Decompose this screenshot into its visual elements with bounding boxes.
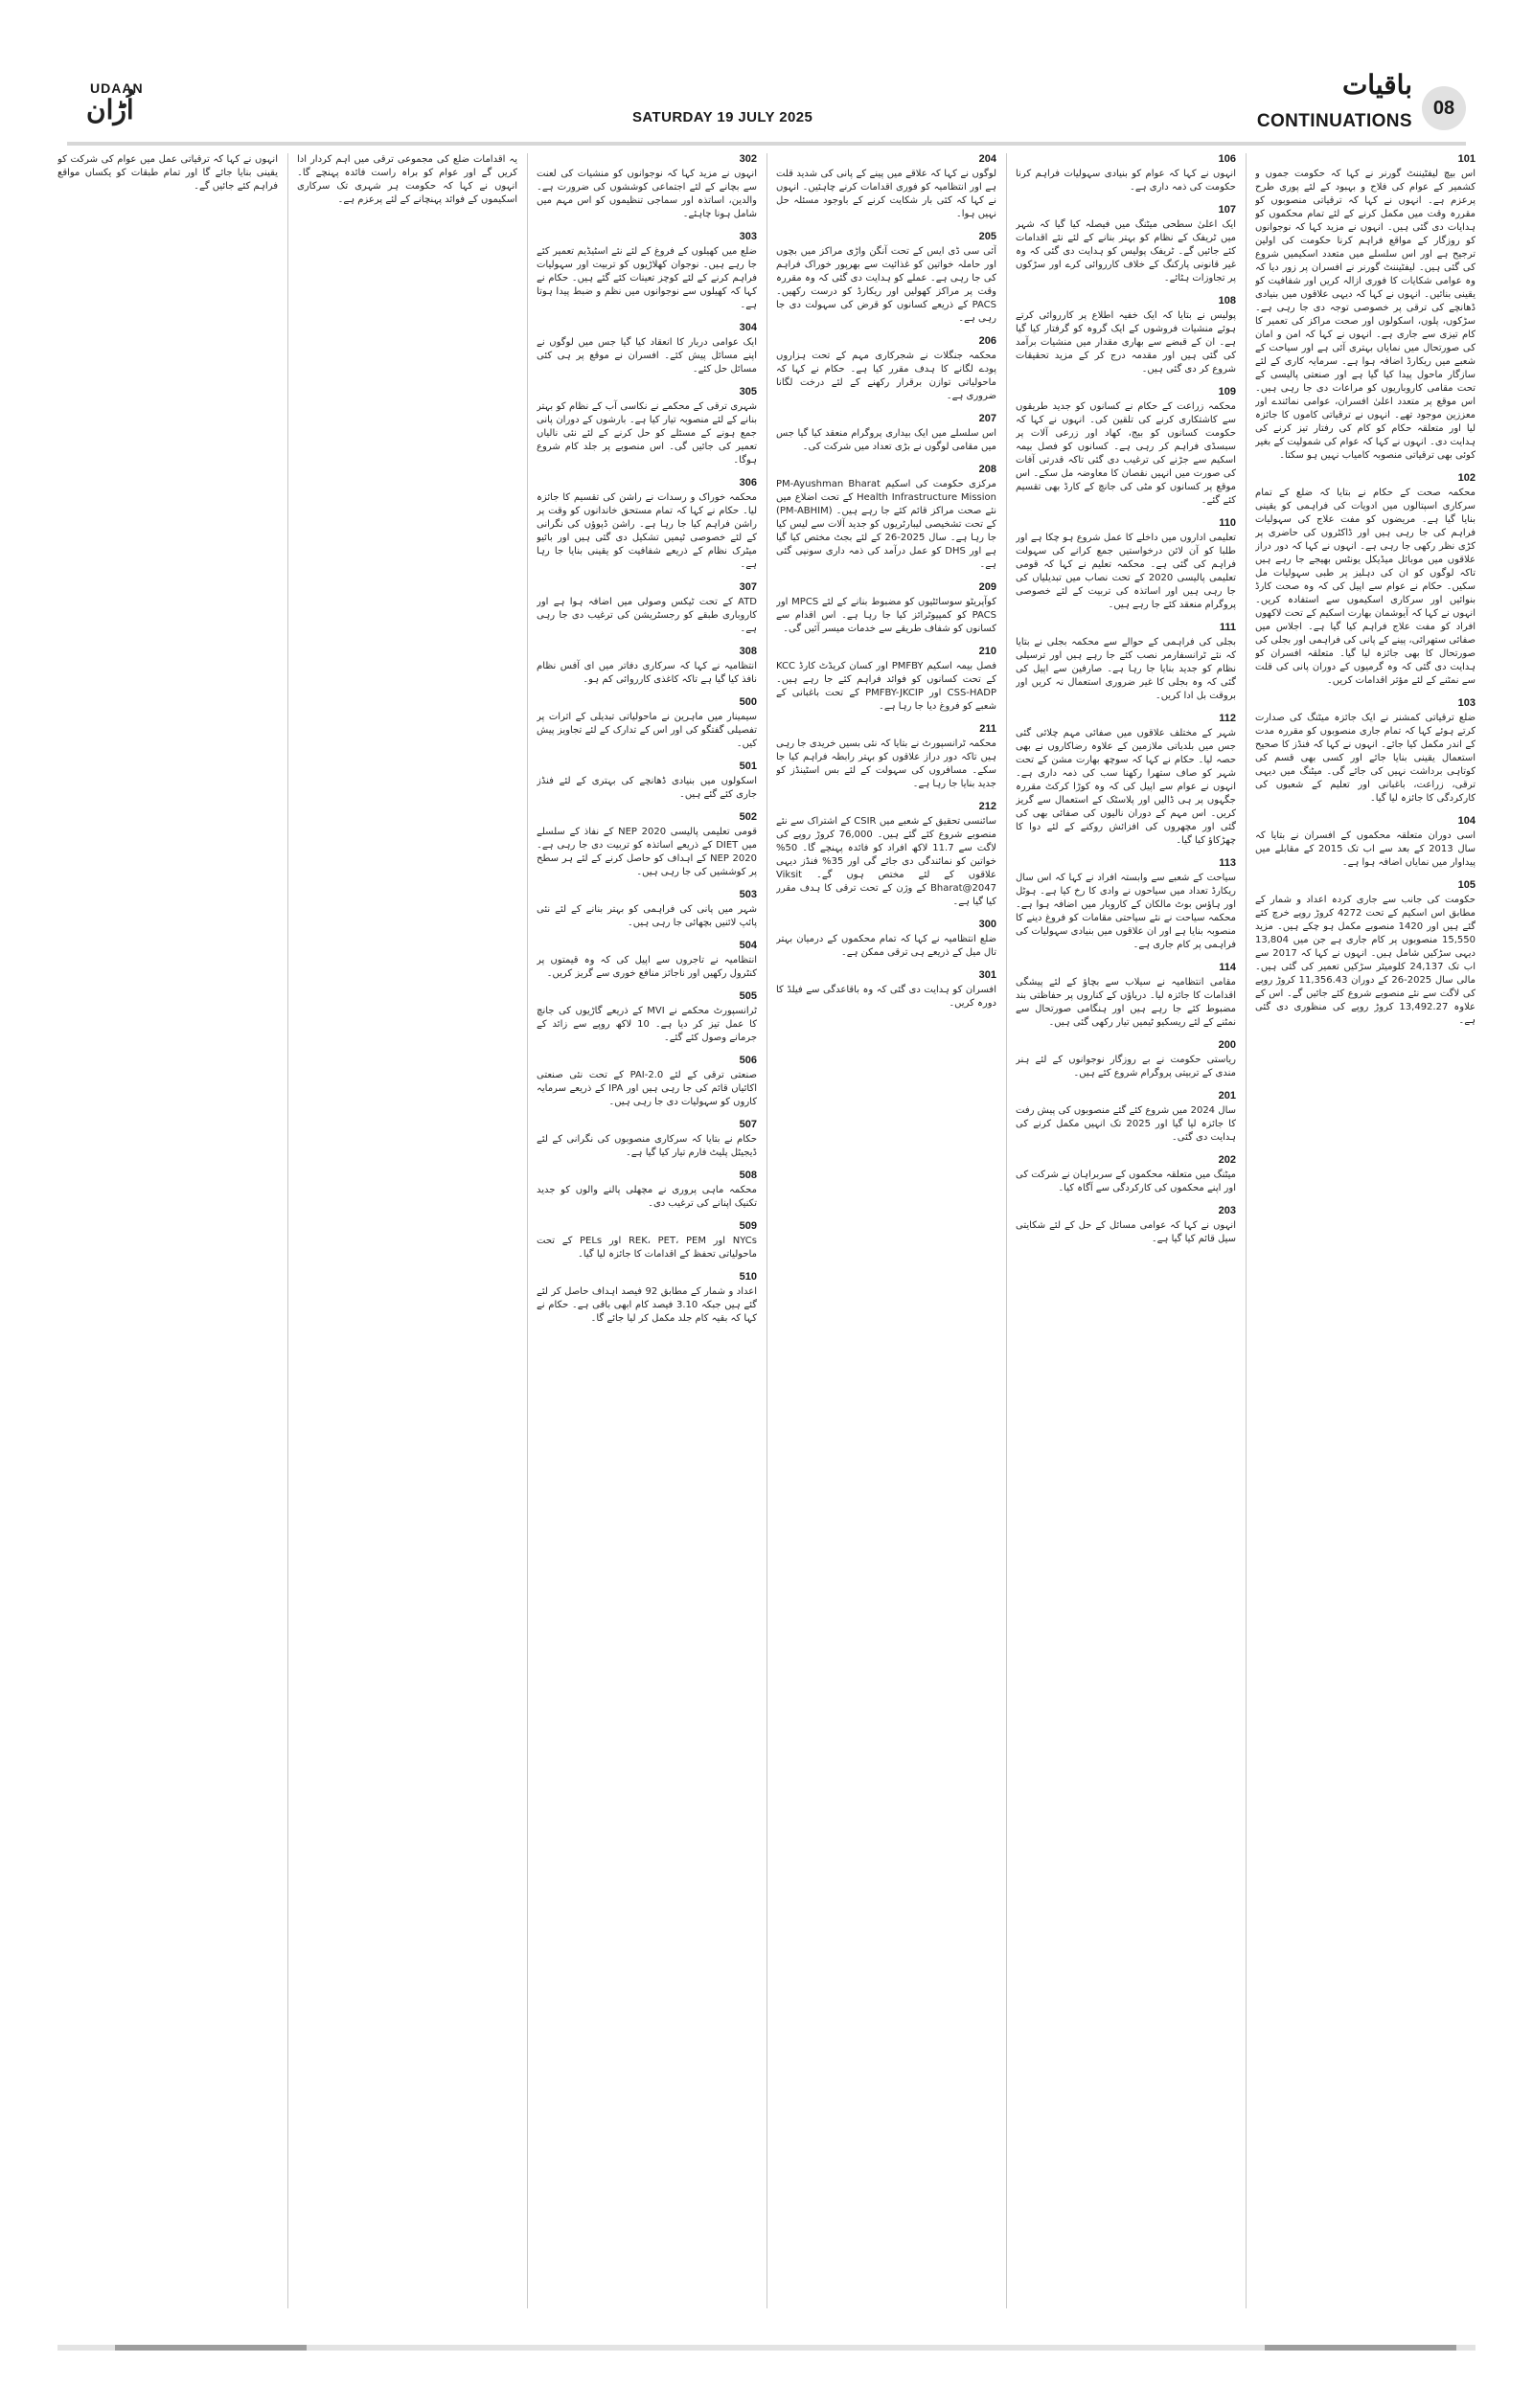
- item-reference-number: 509: [739, 1220, 757, 1232]
- item-reference-number: 308: [739, 646, 757, 657]
- item-reference-number: 508: [739, 1170, 757, 1181]
- continuation-item: [537, 386, 757, 467]
- continuation-item: [537, 1271, 757, 1326]
- item-reference-number: 304: [739, 322, 757, 333]
- item-body-text: سال 2024 میں شروع کئے گئے منصوبوں کی پیش رفت کا جائزہ لیا گیا اور 2025 تک انہیں مکمل کرنے کی ہدایت دی گئی۔: [1016, 1105, 1236, 1143]
- continuation-item: [537, 761, 757, 802]
- item-reference-number: 502: [739, 811, 757, 823]
- item-body-text: تعلیمی اداروں میں داخلے کا عمل شروع ہو چکا ہے اور طلبا کو آن لائن درخواستیں جمع کرانے کی سہولت فراہم کی گئی ہے۔ محکمہ تعلیم نے کہا کہ قومی تعلیمی پالیسی 2020 کے تحت نصاب میں تبدیلیاں کی جا رہی ہیں اور اساتذہ کی تربیت کے لئے خصوصی پروگرام منعقد کئے جا رہے ہیں۔: [1016, 533, 1236, 610]
- continuation-item: [776, 801, 996, 909]
- item-body-text: انہوں نے کہا کہ ترقیاتی عمل میں عوام کی شرکت کو یقینی بنایا جائے گا اور تمام طبقات کو یکساں مواقع فراہم کئے جائیں گے۔: [57, 154, 278, 192]
- item-body-text: صنعتی ترقی کے لئے PAI-2.0 کے تحت نئی صنعتی اکائیاں قائم کی جا رہی ہیں اور IPA کے ذریعے سرمایہ کاروں کو سہولیات دی جا رہی ہیں۔: [537, 1070, 757, 1107]
- continuation-item: [537, 811, 757, 879]
- item-body-text: بجلی کی فراہمی کے حوالے سے محکمہ بجلی نے بتایا کہ نئے ٹرانسفارمر نصب کئے جا رہے ہیں اور ترسیلی نظام کو جدید بنایا جا رہا ہے۔ صارفین سے اپیل کی گئی کہ وہ بجلی کا غیر ضروری استعمال نہ کریں اور بروقت بل ادا کریں۔: [1016, 637, 1236, 701]
- item-reference-number: 114: [1219, 962, 1236, 973]
- item-reference-number: 103: [1457, 697, 1476, 709]
- continuation-item: [1016, 1090, 1236, 1145]
- column-5: [297, 153, 517, 2308]
- continuations-columns: [57, 153, 1476, 2308]
- logo-english: UDAAN: [90, 80, 144, 96]
- item-body-text: یہ اقدامات ضلع کی مجموعی ترقی میں اہم کردار ادا کریں گے اور عوام کو براہ راست فائدہ پہنچے گا۔ انہوں نے کہا کہ حکومت ہر شہری تک سرکاری اسکیموں کے فوائد پہنچانے کے لئے پرعزم ہے۔: [297, 154, 517, 205]
- item-body-text: انہوں نے مزید کہا کہ نوجوانوں کو منشیات کی لعنت سے بچانے کے لئے اجتماعی کوششوں کی ضرورت ہے۔ والدین، اساتذہ اور سماجی تنظیموں کو اس مہم میں شامل ہونا چاہئے۔: [537, 169, 757, 219]
- item-reference-number: 503: [739, 889, 757, 900]
- continuation-item: [537, 231, 757, 312]
- continuation-item: [537, 153, 757, 221]
- continuation-item: [776, 969, 996, 1011]
- continuation-item: [537, 1119, 757, 1160]
- item-body-text: اسی دوران متعلقہ محکموں کے افسران نے بتایا کہ سال 2013 کے بعد سے اب تک 2015 کے مقابلے میں پیداوار میں نمایاں اضافہ ہوا ہے۔: [1255, 830, 1476, 868]
- newspaper-logo: [67, 73, 146, 136]
- item-body-text: محکمہ صحت کے حکام نے بتایا کہ ضلع کے تمام سرکاری اسپتالوں میں ادویات کی فراہمی کو یقینی بنایا گیا ہے۔ مریضوں کو مفت علاج کی سہولیات فراہم کی جا رہی ہیں اور ڈاکٹروں کی حاضری پر کڑی نظر رکھی جا رہی ہے۔ انہوں نے کہا کہ دور دراز علاقوں میں موبائل میڈیکل یونٹس بھیجے جا رہے ہیں تاکہ لوگوں کو ان کی دہلیز پر طبی سہولیات مل سکیں۔ حکام نے عوام سے اپیل کی کہ وہ صحت کارڈ بنوائیں اور سرکاری اسکیموں سے استفادہ کریں۔ انہوں نے کہا کہ آیوشمان بھارت اسکیم کے تحت لاکھوں افراد کو مفت علاج فراہم کیا گیا ہے۔ اجلاس میں صفائی ستھرائی، پینے کے پانی کی فراہمی اور بجلی کی صورتحال کا بھی جائزہ لیا گیا۔ متعلقہ افسران کو ہدایت دی گئی کہ وہ گرمیوں کے دوران پانی کی قلت سے نمٹنے کے لئے مؤثر اقدامات کریں۔: [1255, 488, 1476, 686]
- item-body-text: ٹرانسپورٹ محکمے نے MVI کے ذریعے گاڑیوں کی جانچ کا عمل تیز کر دیا ہے۔ 10 لاکھ روپے سے زائد کے جرمانے وصول کئے گئے۔: [537, 1006, 757, 1043]
- section-title-english: CONTINUATIONS: [1256, 111, 1412, 131]
- item-body-text: محکمہ جنگلات نے شجرکاری مہم کے تحت ہزاروں پودے لگانے کا ہدف مقرر کیا ہے۔ حکام نے کہا کہ ماحولیاتی توازن برقرار رکھنے کے لئے درخت لگانا ضروری ہے۔: [776, 351, 996, 401]
- logo-urdu: اُڑان: [86, 94, 134, 125]
- item-reference-number: 110: [1219, 517, 1236, 529]
- continuation-item: [1016, 1039, 1236, 1080]
- item-body-text: ضلع انتظامیہ نے کہا کہ تمام محکموں کے درمیان بہتر تال میل کے ذریعے ہی ترقی ممکن ہے۔: [776, 934, 996, 958]
- continuation-item: [776, 919, 996, 960]
- item-body-text: سیاحت کے شعبے سے وابستہ افراد نے کہا کہ اس سال ریکارڈ تعداد میں سیاحوں نے وادی کا رخ کیا ہے۔ ہوٹل اور ہاؤس بوٹ مالکان کے کاروبار میں اضافہ ہوا ہے۔ محکمہ سیاحت نے نئے سیاحتی مقامات کو فروغ دینے کا منصوبہ بنایا ہے اور ان علاقوں میں بنیادی سہولیات کی فراہمی پر کام جاری ہے۔: [1016, 873, 1236, 950]
- column-divider: [1246, 153, 1247, 2308]
- column-2: [1016, 153, 1236, 2308]
- item-body-text: انتظامیہ نے کہا کہ سرکاری دفاتر میں ای آفس نظام نافذ کیا گیا ہے تاکہ کاغذی کارروائی کم ہو۔: [537, 661, 757, 685]
- item-reference-number: 305: [739, 386, 757, 398]
- column-4: [537, 153, 757, 2308]
- column-divider: [527, 153, 528, 2308]
- item-body-text: آئی سی ڈی ایس کے تحت آنگن واڑی مراکز میں بچوں اور حاملہ خواتین کو غذائیت سے بھرپور خوراک فراہم کی جا رہی ہے۔ عملے کو ہدایت دی گئی کہ وہ مقررہ وقت پر مراکز کھولیں اور ریکارڈ کو درست رکھیں۔ PACS کے ذریعے کسانوں کو قرض کی سہولت دی جا رہی ہے۔: [776, 246, 996, 324]
- item-body-text: حکام نے بتایا کہ سرکاری منصوبوں کی نگرانی کے لئے ڈیجیٹل پلیٹ فارم تیار کیا گیا ہے۔: [537, 1134, 757, 1158]
- item-body-text: لوگوں نے کہا کہ علاقے میں پینے کے پانی کی شدید قلت ہے اور انتظامیہ کو فوری اقدامات کرنے چاہئیں۔ انہوں نے کہا کہ کئی بار شکایت کرنے کے باوجود مسئلہ حل نہیں ہوا۔: [776, 169, 996, 219]
- continuation-item: [537, 322, 757, 376]
- column-1: [1255, 153, 1476, 2308]
- item-reference-number: 109: [1218, 386, 1236, 398]
- item-reference-number: 107: [1218, 204, 1236, 216]
- item-reference-number: 307: [739, 581, 757, 593]
- continuation-item: [1016, 622, 1236, 703]
- continuation-item: [1255, 697, 1476, 806]
- column-3: [776, 153, 996, 2308]
- continuation-item: [537, 889, 757, 930]
- item-body-text: پولیس نے بتایا کہ ایک خفیہ اطلاع پر کارروائی کرتے ہوئے منشیات فروشوں کے ایک گروہ کو گرفتار کیا گیا ہے۔ ان کے قبضے سے بھاری مقدار میں منشیات برآمد کی گئی ہیں اور مقدمہ درج کر کے مزید تحقیقات شروع کر دی گئی ہیں۔: [1016, 310, 1236, 375]
- item-reference-number: 205: [978, 231, 996, 242]
- section-title-urdu: باقیات: [1341, 69, 1412, 101]
- continuation-item: [1016, 857, 1236, 952]
- continuation-item: [537, 990, 757, 1045]
- continuation-item: [776, 646, 996, 714]
- footer-accent: [1265, 2345, 1456, 2351]
- continuation-item: [776, 413, 996, 454]
- item-body-text: ضلع میں کھیلوں کے فروغ کے لئے نئے اسٹیڈیم تعمیر کئے جا رہے ہیں۔ نوجوان کھلاڑیوں کو تربیت اور سہولیات فراہم کرنے کے لئے کوچز تعینات کئے گئے ہیں۔ حکام نے کہا کہ کھیلوں سے نوجوانوں میں نظم و ضبط پیدا ہوتا ہے۔: [537, 246, 757, 310]
- continuation-item: [537, 940, 757, 981]
- continuation-item: [1255, 879, 1476, 1028]
- item-reference-number: 204: [978, 153, 996, 165]
- item-reference-number: 500: [739, 696, 757, 708]
- continuation-item: [776, 723, 996, 791]
- item-body-text: انتظامیہ نے تاجروں سے اپیل کی کہ وہ قیمتوں پر کنٹرول رکھیں اور ناجائز منافع خوری سے گریز کریں۔: [537, 955, 757, 979]
- item-body-text: محکمہ زراعت کے حکام نے کسانوں کو جدید طریقوں سے کاشتکاری کرنے کی تلقین کی۔ انہوں نے کہا کہ حکومت کسانوں کو بیج، کھاد اور زرعی آلات پر سبسڈی فراہم کر رہی ہے۔ کسانوں کو فصل بیمہ اسکیم سے جڑنے کی ترغیب دی گئی تاکہ قدرتی آفات کی صورت میں انہیں نقصان کا معاوضہ مل سکے۔ اس موقع پر کسانوں کو مٹی کی جانچ کے کارڈ بھی تقسیم کئے گئے۔: [1016, 401, 1236, 506]
- item-body-text: اس بیچ لیفٹیننٹ گورنر نے کہا کہ حکومت جموں و کشمیر کے عوام کی فلاح و بہبود کے لئے پوری طرح پرعزم ہے۔ انہوں نے کہا کہ ترقیاتی منصوبوں کو مقررہ وقت میں مکمل کرنے کے لئے تمام محکموں کو ہدایات دی گئی ہیں۔ انہوں نے مزید کہا کہ نوجوانوں کو روزگار کے مواقع فراہم کرنا حکومت کی اولین ترجیح ہے اور اس سلسلے میں متعدد اسکیمیں شروع کی گئی ہیں۔ لیفٹیننٹ گورنر نے افسران پر زور دیا کہ وہ عوامی شکایات کا فوری ازالہ کریں اور شفافیت کو یقینی بنائیں۔ انہوں نے کہا کہ دیہی علاقوں میں بنیادی ڈھانچے کی ترقی پر خصوصی توجہ دی جا رہی ہے۔ سڑکوں، پلوں، اسکولوں اور صحت مراکز کی تعمیر کا کام تیزی سے جاری ہے۔ انہوں نے کہا کہ امن و امان کی صورتحال میں نمایاں بہتری آئی ہے اور سیاحت کے شعبے میں ریکارڈ اضافہ ہوا ہے۔ سرمایہ کاری کے لئے سازگار ماحول پیدا کیا گیا ہے اور صنعتی پالیسی کے تحت مقامی کاروباریوں کو مراعات دی جا رہی ہیں۔ اس موقع پر متعدد اعلیٰ افسران، عوامی نمائندے اور معززین موجود تھے۔ انہوں نے ترقیاتی کاموں کا جائزہ لیا اور متعلقہ حکام کو کام کی رفتار تیز کرنے کی ہدایت دی۔ انہوں نے کہا کہ عوام کی شمولیت کے بغیر کوئی بھی ترقیاتی منصوبہ کامیاب نہیں ہو سکتا۔: [1255, 169, 1476, 461]
- continuation-item: [1255, 153, 1476, 463]
- continuation-item: [776, 581, 996, 636]
- item-reference-number: 101: [1457, 153, 1476, 165]
- continuation-item: [776, 464, 996, 572]
- continuation-item: [1016, 153, 1236, 194]
- item-body-text: افسران کو ہدایت دی گئی کہ وہ باقاعدگی سے فیلڈ کا دورہ کریں۔: [776, 985, 996, 1009]
- continuation-item: [1016, 713, 1236, 848]
- continuation-item: [537, 1170, 757, 1211]
- continuation-item: [1016, 204, 1236, 285]
- item-body-text: مرکزی حکومت کی اسکیم PM-Ayushman Bharat Health Infrastructure Mission کے تحت اضلاع میں نئے صحت مراکز قائم کئے جا رہے ہیں۔ (PM-ABHIM) کے تحت تشخیصی لیبارٹریوں کو جدید آلات سے لیس کیا جا رہا ہے۔ سال 2025-26 کے لئے بجٹ مختص کیا گیا ہے اور DHS کو عمل درآمد کی ذمہ داری سونپی گئی ہے۔: [776, 479, 996, 570]
- item-reference-number: 300: [978, 919, 996, 930]
- item-reference-number: 209: [978, 581, 996, 593]
- item-body-text: انہوں نے کہا کہ عوامی مسائل کے حل کے لئے شکایتی سیل قائم کیا گیا ہے۔: [1016, 1220, 1236, 1244]
- item-body-text: شہر کے مختلف علاقوں میں صفائی مہم چلائی گئی جس میں بلدیاتی ملازمین کے علاوہ رضاکاروں نے بھی حصہ لیا۔ حکام نے کہا کہ سوچھ بھارت مشن کے تحت شہر کو صاف ستھرا رکھنا سب کی ذمہ داری ہے۔ انہوں نے عوام سے اپیل کی کہ وہ کوڑا کرکٹ مقررہ جگہوں پر ہی ڈالیں اور پلاسٹک کے استعمال سے گریز کریں۔ اس مہم کے دوران نالیوں کی صفائی بھی کی گئی اور مچھروں کی افزائش روکنے کے لئے دوا کا چھڑکاؤ کیا گیا۔: [1016, 728, 1236, 846]
- item-body-text: محکمہ ماہی پروری نے مچھلی پالنے والوں کو جدید تکنیک اپنانے کی ترغیب دی۔: [537, 1185, 757, 1209]
- item-body-text: قومی تعلیمی پالیسی NEP 2020 کے نفاذ کے سلسلے میں DIET کے ذریعے اساتذہ کو تربیت دی جا رہی ہے۔ NEP 2020 کے اہداف کو حاصل کرنے کے لئے ہر سطح پر کوششیں کی جا رہی ہیں۔: [537, 827, 757, 877]
- continuation-item: [537, 581, 757, 636]
- continuation-item: [537, 477, 757, 572]
- continuation-item: [1016, 1205, 1236, 1246]
- item-reference-number: 211: [979, 723, 996, 735]
- item-body-text: ایک عوامی دربار کا انعقاد کیا گیا جس میں لوگوں نے اپنے مسائل پیش کئے۔ افسران نے موقع پر ہی کئی مسائل حل کئے۔: [537, 337, 757, 375]
- item-reference-number: 506: [739, 1055, 757, 1066]
- item-reference-number: 112: [1219, 713, 1236, 724]
- item-reference-number: 202: [1218, 1154, 1236, 1166]
- item-body-text: حکومت کی جانب سے جاری کردہ اعداد و شمار کے مطابق اس اسکیم کے تحت 4272 کروڑ روپے خرچ کئے گئے ہیں اور 1420 منصوبے مکمل ہو چکے ہیں۔ مزید 15,550 منصوبوں پر کام جاری ہے جن میں 13,804 دیہی سڑکیں شامل ہیں۔ انہوں نے کہا کہ 2017 سے اب تک 24,137 کلومیٹر سڑکیں تعمیر کی گئی ہیں۔ مالی سال 2025-26 کے دوران 11,356.43 کروڑ روپے کی لاگت سے نئے منصوبے شروع کئے جائیں گے۔ اس کے علاوہ 13,492.27 کروڑ روپے کی منظوری دی گئی ہے۔: [1255, 895, 1476, 1026]
- item-body-text: ایک اعلیٰ سطحی میٹنگ میں فیصلہ کیا گیا کہ شہر میں ٹریفک کے نظام کو بہتر بنانے کے لئے نئے اقدامات کئے جائیں گے۔ ٹریفک پولیس کو ہدایت دی گئی کہ وہ غیر قانونی پارکنگ کے خلاف کارروائی کرے اور سڑکوں پر تجاوزات ہٹائے۔: [1016, 219, 1236, 284]
- item-reference-number: 212: [978, 801, 996, 812]
- continuation-item: [1255, 815, 1476, 870]
- footer-bar: [57, 2345, 1476, 2351]
- item-reference-number: 303: [739, 231, 757, 242]
- item-body-text: شہری ترقی کے محکمے نے نکاسی آب کے نظام کو بہتر بنانے کے لئے منصوبہ تیار کیا ہے۔ بارشوں کے دوران پانی جمع ہونے کے مسئلے کو حل کرنے کے لئے نئی نالیاں تعمیر کی جائیں گی۔ اس منصوبے پر جلد کام شروع ہوگا۔: [537, 401, 757, 466]
- item-reference-number: 108: [1218, 295, 1236, 307]
- column-divider: [766, 153, 767, 2308]
- item-reference-number: 301: [978, 969, 996, 981]
- item-body-text: ریاستی حکومت نے بے روزگار نوجوانوں کے لئے ہنر مندی کے تربیتی پروگرام شروع کئے ہیں۔: [1016, 1055, 1236, 1079]
- item-reference-number: 504: [739, 940, 757, 951]
- item-body-text: مقامی انتظامیہ نے سیلاب سے بچاؤ کے لئے پیشگی اقدامات کا جائزہ لیا۔ دریاؤں کے کناروں پر حفاظتی بند مضبوط کئے جا رہے ہیں اور ہنگامی صورتحال سے نمٹنے کے لئے ریسکیو ٹیمیں تیار رکھی گئی ہیں۔: [1016, 977, 1236, 1028]
- item-reference-number: 505: [739, 990, 757, 1002]
- continuation-item: [776, 231, 996, 326]
- column-divider: [1006, 153, 1007, 2308]
- masthead: [67, 67, 1466, 144]
- continuation-item: [297, 153, 517, 207]
- masthead-rule: [67, 142, 1466, 146]
- item-reference-number: 102: [1457, 472, 1476, 484]
- continuation-item: [1255, 472, 1476, 688]
- item-body-text: انہوں نے کہا کہ عوام کو بنیادی سہولیات فراہم کرنا حکومت کی ذمہ داری ہے۔: [1016, 169, 1236, 193]
- item-reference-number: 203: [1218, 1205, 1236, 1216]
- item-reference-number: 507: [739, 1119, 757, 1130]
- item-body-text: اس سلسلے میں ایک بیداری پروگرام منعقد کیا گیا جس میں مقامی لوگوں نے بڑی تعداد میں شرکت کی۔: [776, 428, 996, 452]
- continuation-item: [1016, 517, 1236, 612]
- item-body-text: میٹنگ میں متعلقہ محکموں کے سربراہان نے شرکت کی اور اپنے محکموں کی کارکردگی سے آگاہ کیا۔: [1016, 1170, 1236, 1193]
- item-reference-number: 206: [978, 335, 996, 347]
- item-reference-number: 501: [739, 761, 757, 772]
- item-body-text: ضلع ترقیاتی کمشنر نے ایک جائزہ میٹنگ کی صدارت کرتے ہوئے کہا کہ تمام جاری منصوبوں کو مقررہ مدت کے اندر مکمل کیا جائے۔ انہوں نے کہا کہ فنڈز کا صحیح استعمال یقینی بنایا جائے اور کسی بھی قسم کی کوتاہی برداشت نہیں کی جائے گی۔ میٹنگ میں دیہی ترقی، زراعت، باغبانی اور تعلیم کے شعبوں کی کارکردگی کا جائزہ لیا گیا۔: [1255, 713, 1476, 804]
- footer-accent: [115, 2345, 307, 2351]
- continuation-item: [537, 1055, 757, 1109]
- page-number-badge: 08: [1422, 86, 1466, 130]
- continuation-item: [537, 696, 757, 751]
- continuation-item: [776, 153, 996, 221]
- continuation-item: [1016, 386, 1236, 508]
- item-body-text: اسکولوں میں بنیادی ڈھانچے کی بہتری کے لئے فنڈز جاری کئے گئے ہیں۔: [537, 776, 757, 800]
- item-reference-number: 111: [1219, 622, 1236, 633]
- item-body-text: سائنسی تحقیق کے شعبے میں CSIR کے اشتراک سے نئے منصوبے شروع کئے گئے ہیں۔ 76,000 کروڑ روپے کی لاگت سے 11.7 لاکھ افراد کو فائدہ پہنچے گا۔ 50% خواتین کو نمائندگی دی جائے گی اور 35% فنڈز دیہی علاقوں کے لئے مختص ہوں گے۔ Viksit Bharat@2047 کے وژن کے تحت ترقی کا ہدف مقرر کیا گیا ہے۔: [776, 816, 996, 907]
- continuation-item: [537, 646, 757, 687]
- item-body-text: محکمہ ٹرانسپورٹ نے بتایا کہ نئی بسیں خریدی جا رہی ہیں تاکہ دور دراز علاقوں کو بہتر رابطہ فراہم کیا جا سکے۔ مسافروں کی سہولت کے لئے بس اسٹینڈز کو جدید بنایا جا رہا ہے۔: [776, 738, 996, 789]
- item-reference-number: 208: [978, 464, 996, 475]
- item-reference-number: 113: [1219, 857, 1236, 869]
- item-body-text: فصل بیمہ اسکیم PMFBY اور کسان کریڈٹ کارڈ KCC کے تحت کسانوں کو فوائد فراہم کئے جا رہے ہیں۔ CSS-HADP اور PMFBY-JKCIP کے تحت باغبانی کے شعبے کو فروغ دیا جا رہا ہے۔: [776, 661, 996, 712]
- publication-date: SATURDAY 19 JULY 2025: [632, 109, 813, 125]
- item-body-text: محکمہ خوراک و رسدات نے راشن کی تقسیم کا جائزہ لیا۔ حکام نے کہا کہ تمام مستحق خاندانوں کو وقت پر راشن فراہم کیا جا رہا ہے۔ راشن ڈپوؤں کی نگرانی کے لئے خصوصی ٹیمیں تشکیل دی گئی ہیں اور بائیو میٹرک نظام کے ذریعے شفافیت کو یقینی بنایا جا رہا ہے۔: [537, 492, 757, 570]
- column-divider: [287, 153, 288, 2308]
- continuation-item: [776, 335, 996, 403]
- item-body-text: NYCs اور REK، PET، PEM اور PELs کے تحت ماحولیاتی تحفظ کے اقدامات کا جائزہ لیا گیا۔: [537, 1236, 757, 1260]
- item-reference-number: 210: [978, 646, 996, 657]
- continuation-item: [1016, 962, 1236, 1030]
- item-body-text: سیمینار میں ماہرین نے ماحولیاتی تبدیلی کے اثرات پر تفصیلی گفتگو کی اور اس کے تدارک کے لئے تجاویز پیش کیں۔: [537, 712, 757, 749]
- item-body-text: شہر میں پانی کی فراہمی کو بہتر بنانے کے لئے نئی پائپ لائنیں بچھائی جا رہی ہیں۔: [537, 904, 757, 928]
- item-reference-number: 104: [1457, 815, 1476, 827]
- item-body-text: اعداد و شمار کے مطابق 92 فیصد اہداف حاصل کر لئے گئے ہیں جبکہ 3.10 فیصد کام ابھی باقی ہے۔ حکام نے کہا کہ بقیہ کام جلد مکمل کر لیا جائے گا۔: [537, 1286, 757, 1324]
- continuation-item: [57, 153, 278, 193]
- continuation-item: [1016, 295, 1236, 376]
- item-reference-number: 105: [1457, 879, 1476, 891]
- item-reference-number: 302: [739, 153, 757, 165]
- continuation-item: [1016, 1154, 1236, 1195]
- continuation-item: [537, 1220, 757, 1261]
- item-reference-number: 201: [1218, 1090, 1236, 1102]
- item-reference-number: 106: [1218, 153, 1236, 165]
- item-reference-number: 200: [1218, 1039, 1236, 1051]
- item-body-text: کوآپریٹو سوسائٹیوں کو مضبوط بنانے کے لئے MPCS اور PACS کو کمپیوٹرائز کیا جا رہا ہے۔ اس اقدام سے کسانوں کو شفاف طریقے سے خدمات میسر آئیں گی۔: [776, 597, 996, 634]
- item-reference-number: 510: [739, 1271, 757, 1283]
- column-6: [57, 153, 278, 2308]
- item-reference-number: 306: [739, 477, 757, 488]
- item-body-text: ATD کے تحت ٹیکس وصولی میں اضافہ ہوا ہے اور کاروباری طبقے کو رجسٹریشن کی ترغیب دی جا رہی ہے۔: [537, 597, 757, 634]
- item-reference-number: 207: [978, 413, 996, 424]
